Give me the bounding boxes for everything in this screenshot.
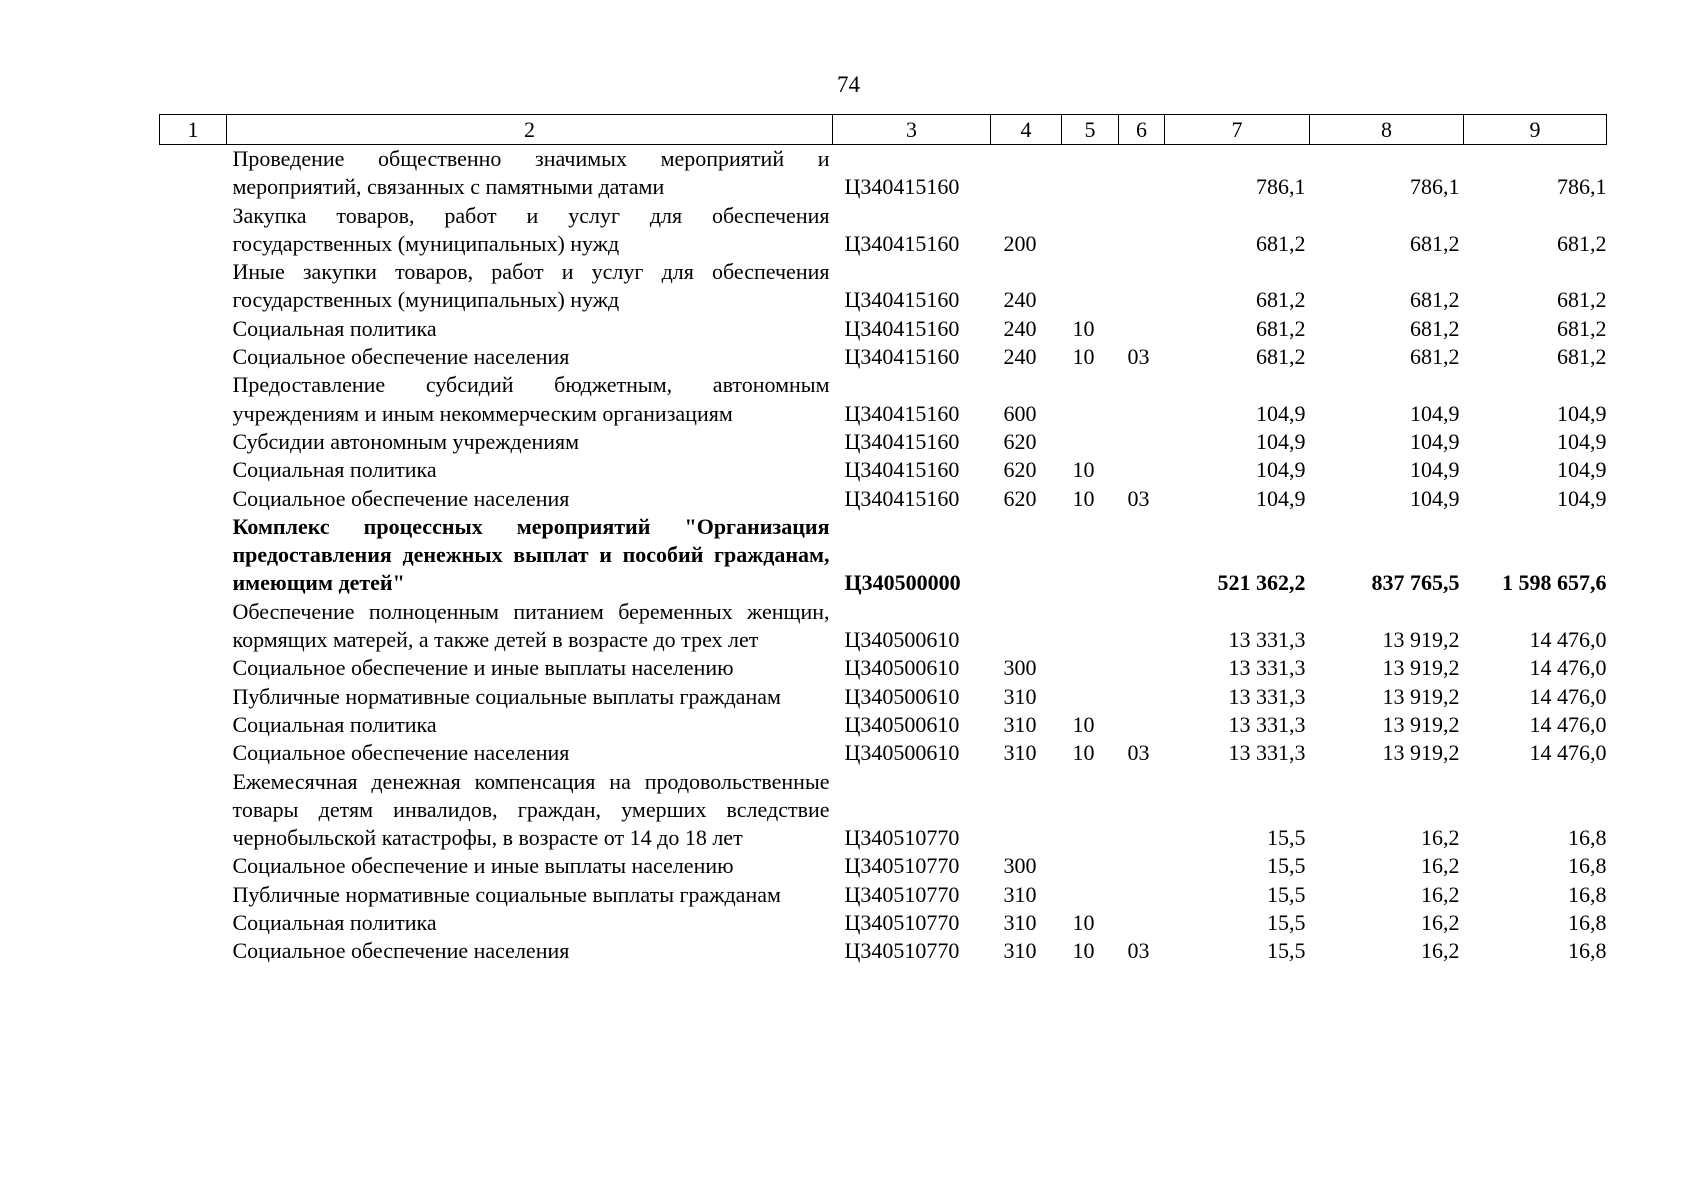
row-expense-type: 310 (1003, 740, 1037, 766)
row-value-col7: 15,5 (1267, 825, 1306, 851)
row-expense-type: 600 (1003, 400, 1037, 426)
table-row (160, 852, 1607, 880)
row-code: Ц340510770 (844, 938, 960, 964)
row-subsection (1119, 654, 1165, 682)
row-description: Ежемесячная денежная компенсация на продовольственные товары детям инвалидов, граждан, умерших вследствие чернобыльской катастрофы, в возрасте от 14 до 18 лет (232, 768, 830, 851)
row-value-col9: 16,8 (1568, 853, 1607, 879)
row-expense-type: 310 (1003, 711, 1037, 737)
row-value-col8: 16,2 (1421, 853, 1460, 879)
row-code: Ц340415160 (844, 485, 960, 511)
table-row (160, 343, 1607, 371)
table-row (160, 909, 1607, 937)
header-cell: 2 (227, 115, 833, 145)
row-description: Социальное обеспечение и иные выплаты населению (232, 655, 734, 681)
row-value-col8: 104,9 (1410, 400, 1460, 426)
row-subsection (1119, 202, 1165, 259)
row-subsection: 03 (1127, 938, 1150, 964)
table-row (160, 202, 1607, 259)
row-code: Ц340500610 (844, 655, 960, 681)
budget-table (159, 114, 1607, 966)
row-subsection (1119, 513, 1165, 598)
empty-cell (160, 485, 227, 513)
row-section: 10 (1072, 344, 1095, 370)
empty-cell (160, 909, 227, 937)
row-expense-type: 310 (1003, 938, 1037, 964)
row-value-col8: 13 919,2 (1382, 740, 1460, 766)
table-row (160, 654, 1607, 682)
row-description: Предоставление субсидий бюджетным, автономным учреждениям и иным некоммерческим организациям (232, 372, 830, 426)
row-value-col7: 15,5 (1267, 881, 1306, 907)
row-value-col8: 681,2 (1410, 315, 1460, 341)
row-value-col7: 13 331,3 (1228, 740, 1306, 766)
row-value-col8: 16,2 (1421, 881, 1460, 907)
row-value-col9: 16,8 (1568, 881, 1607, 907)
row-code: Ц340500610 (844, 711, 960, 737)
row-expense-type: 300 (1003, 655, 1037, 681)
row-value-col7: 681,2 (1256, 230, 1306, 256)
row-subsection (1119, 909, 1165, 937)
row-description: Публичные нормативные социальные выплаты гражданам (232, 881, 781, 907)
header-cell: 1 (160, 115, 227, 145)
row-subsection (1119, 683, 1165, 711)
row-code: Ц340415160 (844, 287, 960, 313)
row-description: Социальное обеспечение населения (232, 740, 570, 766)
row-subsection (1119, 881, 1165, 909)
row-code: Ц340510770 (844, 853, 960, 879)
empty-cell (160, 315, 227, 343)
row-value-col9: 14 476,0 (1529, 683, 1607, 709)
row-value-col8: 16,2 (1421, 938, 1460, 964)
empty-cell (160, 881, 227, 909)
table-row (160, 711, 1607, 739)
empty-cell (160, 456, 227, 484)
table-row (160, 739, 1607, 767)
row-expense-type (991, 145, 1062, 202)
row-subsection (1119, 371, 1165, 428)
row-description: Социальное обеспечение и иные выплаты населению (232, 853, 734, 879)
header-cell: 8 (1310, 115, 1464, 145)
row-value-col7: 104,9 (1256, 428, 1306, 454)
row-value-col9: 14 476,0 (1529, 655, 1607, 681)
row-section (1062, 852, 1119, 880)
row-section (1062, 683, 1119, 711)
row-section: 10 (1072, 315, 1095, 341)
table-row (160, 456, 1607, 484)
row-value-col8: 681,2 (1410, 344, 1460, 370)
row-subsection: 03 (1127, 485, 1150, 511)
table-row (160, 937, 1607, 965)
row-description: Субсидии автономным учреждениям (232, 428, 580, 454)
row-code: Ц340510770 (844, 881, 960, 907)
row-code: Ц340415160 (844, 400, 960, 426)
row-section: 10 (1072, 485, 1095, 511)
header-cell: 3 (833, 115, 991, 145)
table-row (160, 371, 1607, 428)
empty-cell (160, 937, 227, 965)
header-cell: 9 (1464, 115, 1607, 145)
row-subsection (1119, 258, 1165, 315)
table-row (160, 485, 1607, 513)
header-cell: 6 (1119, 115, 1165, 145)
row-code: Ц340500610 (844, 740, 960, 766)
empty-cell (160, 852, 227, 880)
row-value-col9: 104,9 (1557, 457, 1607, 483)
row-section: 10 (1072, 457, 1095, 483)
row-value-col7: 681,2 (1256, 315, 1306, 341)
row-description: Социальная политика (232, 910, 437, 936)
table-row (160, 513, 1607, 598)
row-description: Комплекс процессных мероприятий "Организация предоставления денежных выплат и пособий гражданам, имеющим детей" (232, 513, 830, 596)
row-value-col8: 104,9 (1410, 457, 1460, 483)
row-code: Ц340415160 (844, 174, 960, 200)
row-value-col8: 16,2 (1421, 910, 1460, 936)
empty-cell (160, 343, 227, 371)
row-value-col7: 104,9 (1256, 400, 1306, 426)
row-subsection (1119, 852, 1165, 880)
row-section (1062, 258, 1119, 315)
row-code: Ц340415160 (844, 428, 960, 454)
row-section (1062, 768, 1119, 853)
row-expense-type: 620 (1003, 428, 1037, 454)
row-description: Социальная политика (232, 315, 437, 341)
header-cell: 4 (991, 115, 1062, 145)
row-expense-type: 620 (1003, 457, 1037, 483)
row-subsection (1119, 315, 1165, 343)
empty-cell (160, 145, 227, 202)
row-value-col9: 14 476,0 (1529, 627, 1607, 653)
row-value-col9: 16,8 (1568, 910, 1607, 936)
table-row (160, 428, 1607, 456)
row-value-col9: 1 598 657,6 (1502, 570, 1607, 596)
row-value-col9: 14 476,0 (1529, 740, 1607, 766)
row-value-col8: 681,2 (1410, 287, 1460, 313)
empty-cell (160, 739, 227, 767)
empty-cell (160, 258, 227, 315)
row-expense-type: 310 (1003, 910, 1037, 936)
row-subsection (1119, 711, 1165, 739)
row-value-col8: 104,9 (1410, 428, 1460, 454)
row-expense-type: 620 (1003, 485, 1037, 511)
empty-cell (160, 768, 227, 853)
row-expense-type: 240 (1003, 344, 1037, 370)
table-row (160, 145, 1607, 202)
row-value-col8: 13 919,2 (1382, 655, 1460, 681)
header-row (160, 115, 1607, 145)
row-section (1062, 428, 1119, 456)
row-section: 10 (1072, 938, 1095, 964)
row-code: Ц340415160 (844, 230, 960, 256)
row-value-col7: 13 331,3 (1228, 683, 1306, 709)
row-expense-type (991, 513, 1062, 598)
row-value-col8: 837 765,5 (1371, 570, 1460, 596)
row-value-col7: 15,5 (1267, 853, 1306, 879)
row-code: Ц340415160 (844, 344, 960, 370)
row-value-col7: 13 331,3 (1228, 711, 1306, 737)
table-row (160, 315, 1607, 343)
empty-cell (160, 371, 227, 428)
row-subsection (1119, 768, 1165, 853)
row-code: Ц340415160 (844, 315, 960, 341)
table-row (160, 598, 1607, 655)
empty-cell (160, 428, 227, 456)
row-value-col7: 104,9 (1256, 457, 1306, 483)
row-section (1062, 145, 1119, 202)
row-description: Публичные нормативные социальные выплаты гражданам (232, 683, 781, 709)
row-value-col9: 104,9 (1557, 400, 1607, 426)
row-value-col9: 16,8 (1568, 938, 1607, 964)
row-subsection (1119, 428, 1165, 456)
row-value-col9: 681,2 (1557, 315, 1607, 341)
row-value-col7: 13 331,3 (1228, 627, 1306, 653)
row-section: 10 (1072, 711, 1095, 737)
row-value-col9: 16,8 (1568, 825, 1607, 851)
row-value-col8: 104,9 (1410, 485, 1460, 511)
header-cell: 7 (1165, 115, 1310, 145)
row-description: Иные закупки товаров, работ и услуг для обеспечения государственных (муниципальных) нужд (232, 259, 830, 313)
row-section (1062, 598, 1119, 655)
row-value-col9: 104,9 (1557, 428, 1607, 454)
row-section (1062, 371, 1119, 428)
row-section: 10 (1072, 740, 1095, 766)
row-value-col9: 786,1 (1557, 174, 1607, 200)
row-value-col9: 681,2 (1557, 230, 1607, 256)
row-section (1062, 881, 1119, 909)
row-expense-type (991, 598, 1062, 655)
row-code: Ц340510770 (844, 825, 960, 851)
row-expense-type: 240 (1003, 287, 1037, 313)
table-row (160, 683, 1607, 711)
row-code: Ц340510770 (844, 910, 960, 936)
row-value-col7: 681,2 (1256, 344, 1306, 370)
row-value-col8: 13 919,2 (1382, 683, 1460, 709)
row-value-col8: 681,2 (1410, 230, 1460, 256)
row-value-col9: 681,2 (1557, 344, 1607, 370)
row-code: Ц340415160 (844, 457, 960, 483)
row-code: Ц340500000 (844, 570, 961, 596)
row-value-col7: 104,9 (1256, 485, 1306, 511)
row-subsection: 03 (1127, 740, 1150, 766)
empty-cell (160, 598, 227, 655)
empty-cell (160, 654, 227, 682)
row-description: Социальное обеспечение населения (232, 485, 570, 511)
row-value-col7: 521 362,2 (1217, 570, 1306, 596)
row-subsection: 03 (1127, 344, 1150, 370)
row-value-col9: 14 476,0 (1529, 711, 1607, 737)
row-code: Ц340500610 (844, 627, 960, 653)
row-section (1062, 654, 1119, 682)
row-expense-type: 300 (1003, 853, 1037, 879)
row-section: 10 (1072, 910, 1095, 936)
row-code: Ц340500610 (844, 683, 960, 709)
row-description: Социальная политика (232, 711, 437, 737)
row-value-col7: 15,5 (1267, 910, 1306, 936)
row-value-col7: 681,2 (1256, 287, 1306, 313)
row-expense-type (991, 768, 1062, 853)
row-subsection (1119, 456, 1165, 484)
row-description: Социальное обеспечение населения (232, 344, 570, 370)
row-value-col8: 16,2 (1421, 825, 1460, 851)
row-expense-type: 310 (1003, 683, 1037, 709)
row-description: Закупка товаров, работ и услуг для обеспечения государственных (муниципальных) нужд (232, 202, 830, 256)
row-subsection (1119, 598, 1165, 655)
row-section (1062, 513, 1119, 598)
row-description: Проведение общественно значимых мероприятий и мероприятий, связанных с памятными датами (232, 146, 830, 200)
row-value-col9: 681,2 (1557, 287, 1607, 313)
table-row (160, 768, 1607, 853)
row-value-col8: 786,1 (1410, 174, 1460, 200)
row-value-col8: 13 919,2 (1382, 627, 1460, 653)
row-value-col8: 13 919,2 (1382, 711, 1460, 737)
row-subsection (1119, 145, 1165, 202)
row-expense-type: 200 (1003, 230, 1037, 256)
header-cell: 5 (1062, 115, 1119, 145)
table-row (160, 258, 1607, 315)
row-value-col7: 13 331,3 (1228, 655, 1306, 681)
row-description: Обеспечение полноценным питанием беременных женщин, кормящих матерей, а также детей в возрасте до трех лет (232, 598, 830, 653)
row-section (1062, 202, 1119, 259)
row-value-col9: 104,9 (1557, 485, 1607, 511)
row-description: Социальная политика (232, 457, 437, 483)
row-value-col7: 15,5 (1267, 938, 1306, 964)
empty-cell (160, 513, 227, 598)
row-value-col7: 786,1 (1256, 174, 1306, 200)
empty-cell (160, 683, 227, 711)
table-row (160, 881, 1607, 909)
empty-cell (160, 202, 227, 259)
empty-cell (160, 711, 227, 739)
row-expense-type: 240 (1003, 315, 1037, 341)
row-description: Социальное обеспечение населения (232, 938, 570, 964)
row-expense-type: 310 (1003, 881, 1037, 907)
page-number: 74 (837, 72, 860, 97)
